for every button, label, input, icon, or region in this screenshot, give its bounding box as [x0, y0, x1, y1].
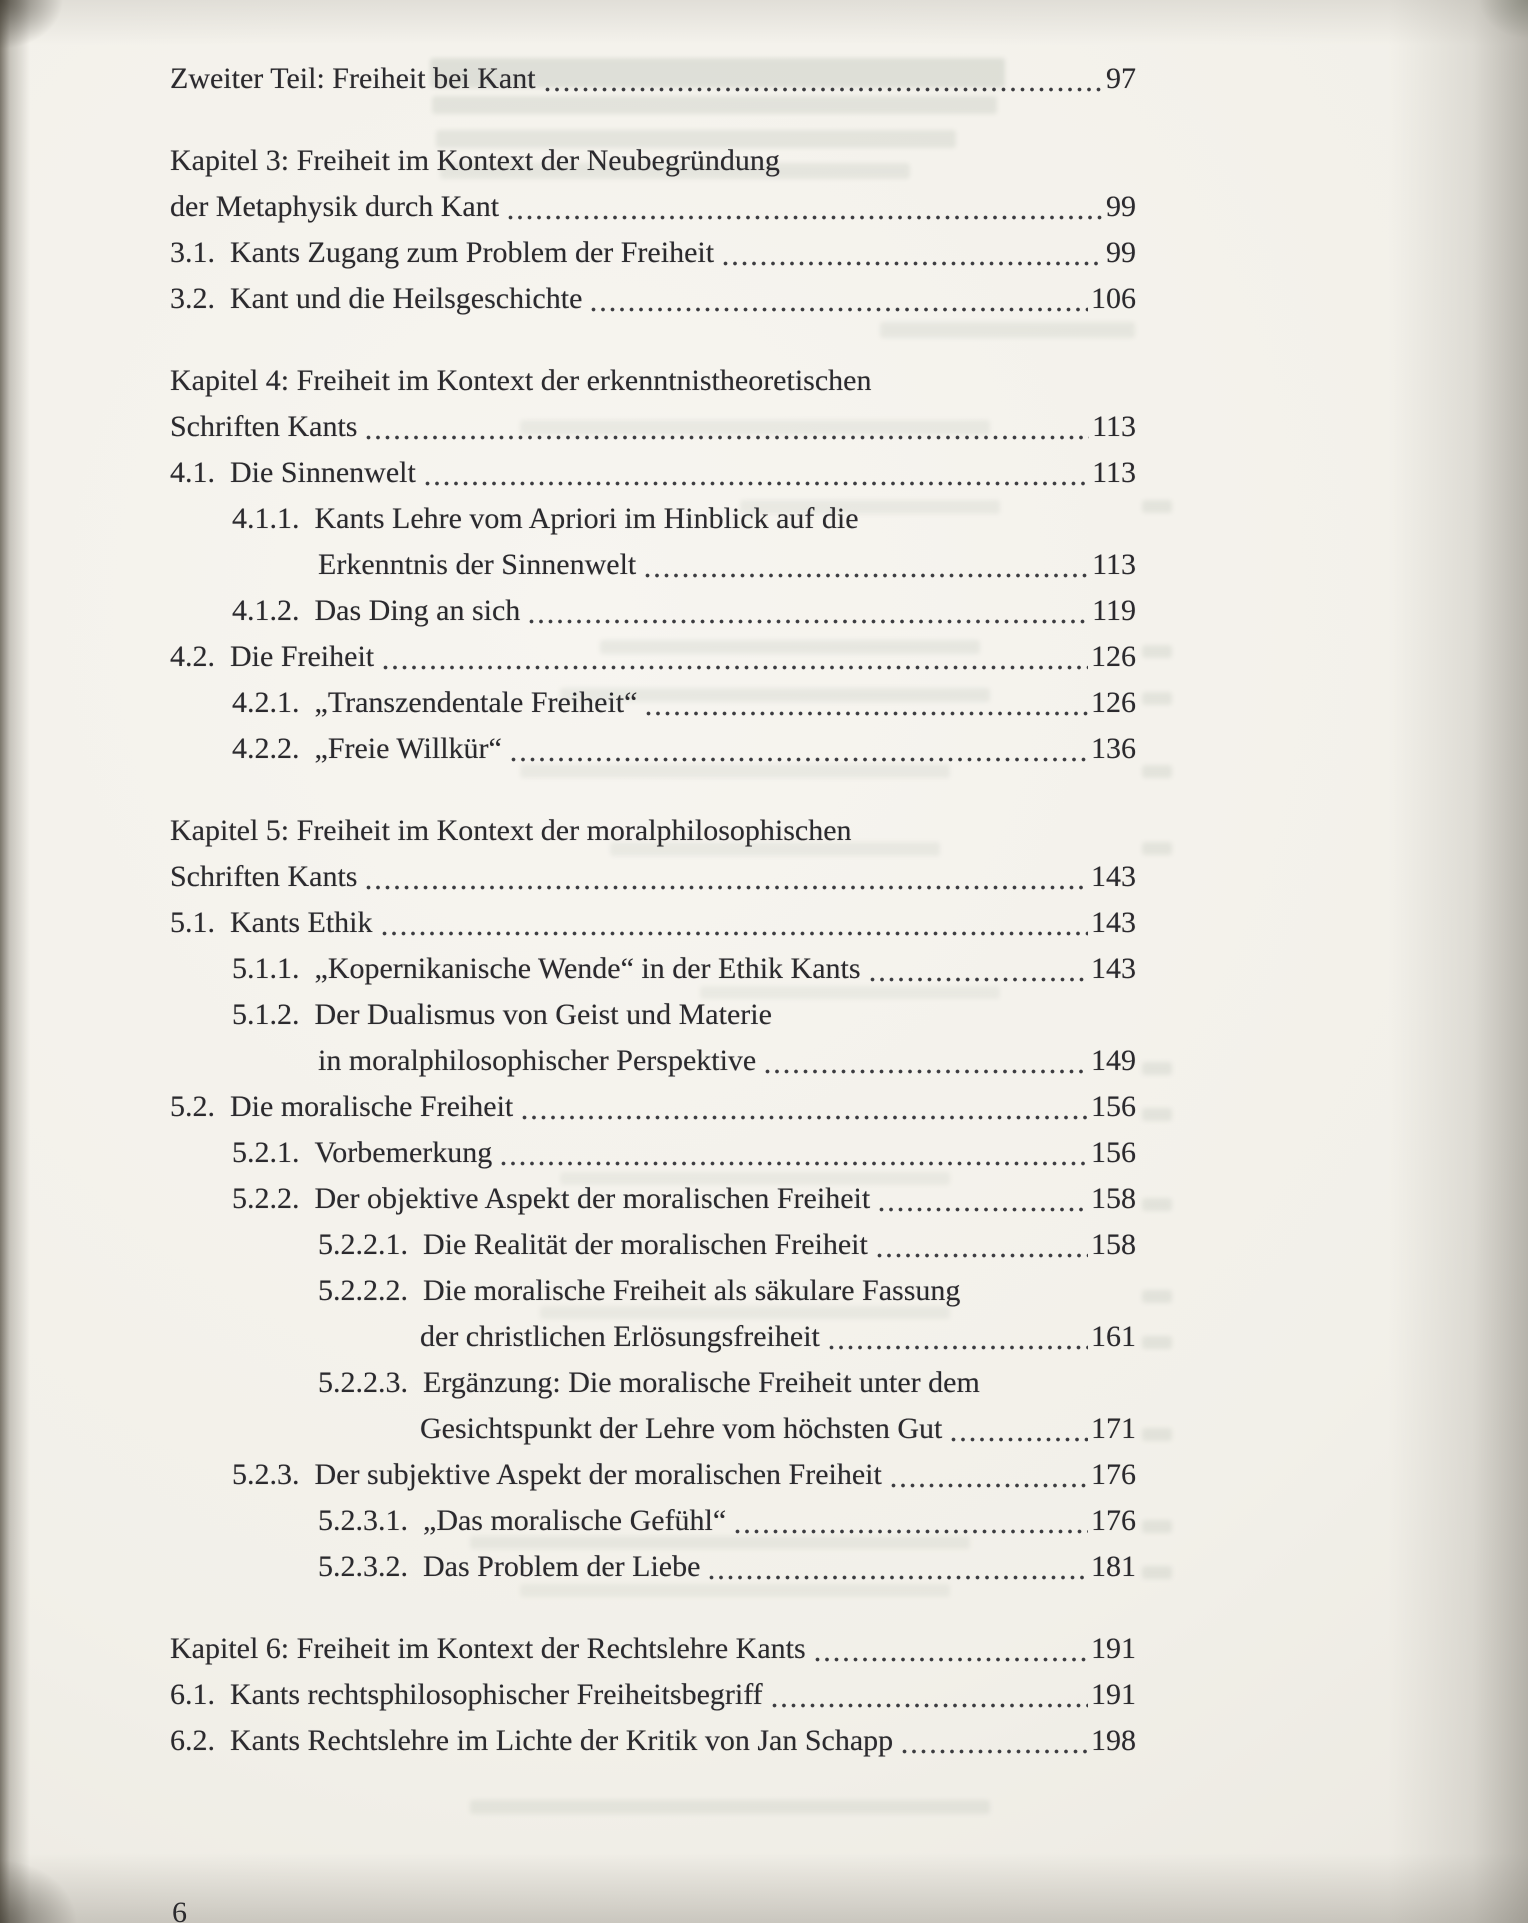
toc-row	[170, 900, 1136, 946]
toc-page-number: 106	[1091, 282, 1136, 315]
toc-page-number: 99	[1106, 190, 1136, 223]
toc-row	[170, 404, 1136, 450]
toc-row	[170, 1360, 1136, 1406]
bleedthrough-mark	[1142, 1198, 1172, 1211]
bleedthrough-mark	[1142, 765, 1172, 778]
toc-leader	[645, 710, 1088, 717]
toc-leader	[382, 664, 1088, 671]
toc-row	[170, 1452, 1136, 1498]
toc-leader	[544, 86, 1103, 93]
toc-leader	[500, 1160, 1088, 1167]
toc-row	[170, 276, 1136, 322]
toc-page-number: 113	[1092, 456, 1136, 489]
toc-leader	[734, 1528, 1088, 1535]
toc-leader	[381, 930, 1089, 937]
toc-page-number: 113	[1092, 410, 1136, 443]
toc-page-number: 158	[1091, 1182, 1136, 1215]
toc-page-number: 113	[1092, 548, 1136, 581]
toc-row	[170, 808, 1136, 854]
toc-entry-text: Kapitel 6: Freiheit im Kontext der Rechtslehre Kants	[170, 1632, 806, 1665]
toc-row	[170, 1718, 1136, 1764]
toc-entry-text: 5.2.3. Der subjektive Aspekt der moralischen Freiheit	[232, 1458, 882, 1491]
toc-leader	[771, 1702, 1088, 1709]
bleedthrough-mark	[470, 1800, 990, 1814]
toc-leader	[365, 434, 1089, 441]
toc-page-number: 198	[1091, 1724, 1136, 1757]
toc-page-number: 171	[1091, 1412, 1136, 1445]
toc-entry-text: Erkenntnis der Sinnenwelt	[318, 548, 637, 581]
toc-row	[170, 1544, 1136, 1590]
toc-entry-text: 4.1.1. Kants Lehre vom Apriori im Hinblick auf die	[232, 502, 859, 535]
toc-page-number: 156	[1091, 1090, 1136, 1123]
toc-page-number: 143	[1091, 860, 1136, 893]
toc-entry-text: 5.1.1. „Kopernikanische Wende“ in der Ethik Kants	[232, 952, 861, 985]
toc-row	[170, 854, 1136, 900]
toc-row	[170, 1406, 1136, 1452]
toc-entry-text: 6.1. Kants rechtsphilosophischer Freiheitsbegriff	[170, 1678, 763, 1711]
toc-entry-text: Zweiter Teil: Freiheit bei Kant	[170, 62, 536, 95]
toc-entry-text: 3.2. Kant und die Heilsgeschichte	[170, 282, 583, 315]
table-of-contents	[170, 56, 1136, 1764]
toc-entry-text: 4.2. Die Freiheit	[170, 640, 375, 673]
toc-entry-text: 4.2.2. „Freie Willkür“	[232, 732, 502, 765]
toc-entry-text: 5.2.3.1. „Das moralische Gefühl“	[318, 1504, 727, 1537]
toc-leader	[708, 1574, 1088, 1581]
toc-row	[170, 1038, 1136, 1084]
toc-page-number: 143	[1091, 952, 1136, 985]
toc-row	[170, 588, 1136, 634]
toc-row	[170, 680, 1136, 726]
toc-leader	[521, 1114, 1088, 1121]
toc-page-number: 191	[1091, 1678, 1136, 1711]
toc-entry-text: 5.2.3.2. Das Problem der Liebe	[318, 1550, 701, 1583]
bleedthrough-mark	[1142, 842, 1172, 855]
toc-entry-text: in moralphilosophischer Perspektive	[318, 1044, 757, 1077]
toc-row	[170, 56, 1136, 102]
toc-page-number: 126	[1091, 686, 1136, 719]
toc-leader	[890, 1482, 1088, 1489]
toc-leader	[878, 1206, 1088, 1213]
bleedthrough-mark	[1142, 692, 1172, 705]
toc-entry-text: Schriften Kants	[170, 860, 358, 893]
toc-entry-text: 5.1.2. Der Dualismus von Geist und Materie	[232, 998, 772, 1031]
toc-row	[170, 138, 1136, 184]
page-number-footer: 6	[172, 1896, 187, 1923]
bleedthrough-mark	[1142, 1520, 1172, 1533]
toc-page-number: 156	[1091, 1136, 1136, 1169]
toc-leader	[876, 1252, 1088, 1259]
toc-entry-text: 5.2. Die moralische Freiheit	[170, 1090, 514, 1123]
toc-row	[170, 542, 1136, 588]
toc-row	[170, 1498, 1136, 1544]
toc-entry-text: Gesichtspunkt der Lehre vom höchsten Gut	[420, 1412, 943, 1445]
toc-entry-text: 5.2.2.1. Die Realität der moralischen Freiheit	[318, 1228, 868, 1261]
toc-entry-text: 4.2.1. „Transzendentale Freiheit“	[232, 686, 638, 719]
toc-page-number: 143	[1091, 906, 1136, 939]
toc-leader	[722, 260, 1103, 267]
toc-leader	[590, 306, 1088, 313]
toc-entry-text: 6.2. Kants Rechtslehre im Lichte der Kritik von Jan Schapp	[170, 1724, 894, 1757]
toc-entry-text: 3.1. Kants Zugang zum Problem der Freiheit	[170, 236, 715, 269]
toc-entry-text: der christlichen Erlösungsfreiheit	[420, 1320, 820, 1353]
toc-page-number: 191	[1091, 1632, 1136, 1665]
bleedthrough-mark	[1142, 1428, 1172, 1441]
toc-entry-text: Kapitel 4: Freiheit im Kontext der erkenntnistheoretischen	[170, 364, 872, 397]
toc-page-number: 158	[1091, 1228, 1136, 1261]
toc-row	[170, 1222, 1136, 1268]
toc-entry-text: Schriften Kants	[170, 410, 358, 443]
toc-page-number: 176	[1091, 1458, 1136, 1491]
toc-row	[170, 1672, 1136, 1718]
toc-row	[170, 496, 1136, 542]
toc-row	[170, 230, 1136, 276]
toc-row	[170, 634, 1136, 680]
toc-entry-text: Kapitel 5: Freiheit im Kontext der moralphilosophischen	[170, 814, 852, 847]
toc-page-number: 97	[1106, 62, 1136, 95]
toc-entry-text: der Metaphysik durch Kant	[170, 190, 500, 223]
toc-leader	[814, 1656, 1088, 1663]
toc-entry-text: 5.2.2. Der objektive Aspekt der moralischen Freiheit	[232, 1182, 871, 1215]
bleedthrough-mark	[1142, 1336, 1172, 1349]
toc-page-number: 136	[1091, 732, 1136, 765]
toc-leader	[644, 572, 1089, 579]
toc-entry-text: 4.1.2. Das Ding an sich	[232, 594, 521, 627]
toc-page-number: 126	[1091, 640, 1136, 673]
toc-row	[170, 1314, 1136, 1360]
toc-page-number: 181	[1091, 1550, 1136, 1583]
toc-leader	[828, 1344, 1088, 1351]
toc-row	[170, 1084, 1136, 1130]
toc-leader	[950, 1436, 1088, 1443]
toc-row	[170, 1268, 1136, 1314]
toc-page-number: 161	[1091, 1320, 1136, 1353]
toc-leader	[424, 480, 1089, 487]
bleedthrough-mark	[1142, 1566, 1172, 1579]
toc-page-number: 149	[1091, 1044, 1136, 1077]
toc-entry-text: 5.2.2.2. Die moralische Freiheit als säkulare Fassung	[318, 1274, 961, 1307]
toc-row	[170, 1176, 1136, 1222]
toc-row	[170, 450, 1136, 496]
toc-page-number: 119	[1092, 594, 1136, 627]
bleedthrough-mark	[1142, 1062, 1172, 1075]
toc-leader	[510, 756, 1088, 763]
toc-entry-text: 4.1. Die Sinnenwelt	[170, 456, 416, 489]
toc-page-number: 99	[1106, 236, 1136, 269]
toc-entry-text: Kapitel 3: Freiheit im Kontext der Neubegründung	[170, 144, 780, 177]
toc-leader	[365, 884, 1088, 891]
bleedthrough-mark	[1142, 1290, 1172, 1303]
bleedthrough-mark	[1142, 1108, 1172, 1121]
toc-row	[170, 184, 1136, 230]
toc-row	[170, 726, 1136, 772]
toc-leader	[507, 214, 1103, 221]
bleedthrough-mark	[1142, 645, 1172, 658]
bleedthrough-mark	[1142, 500, 1172, 513]
toc-leader	[764, 1068, 1088, 1075]
toc-leader	[901, 1748, 1088, 1755]
toc-entry-text: 5.2.1. Vorbemerkung	[232, 1136, 493, 1169]
toc-row	[170, 1130, 1136, 1176]
toc-row	[170, 1626, 1136, 1672]
toc-entry-text: 5.1. Kants Ethik	[170, 906, 373, 939]
toc-row	[170, 992, 1136, 1038]
toc-row	[170, 358, 1136, 404]
toc-leader	[528, 618, 1089, 625]
toc-page-number: 176	[1091, 1504, 1136, 1537]
toc-entry-text: 5.2.2.3. Ergänzung: Die moralische Freiheit unter dem	[318, 1366, 980, 1399]
toc-leader	[869, 976, 1088, 983]
toc-row	[170, 946, 1136, 992]
